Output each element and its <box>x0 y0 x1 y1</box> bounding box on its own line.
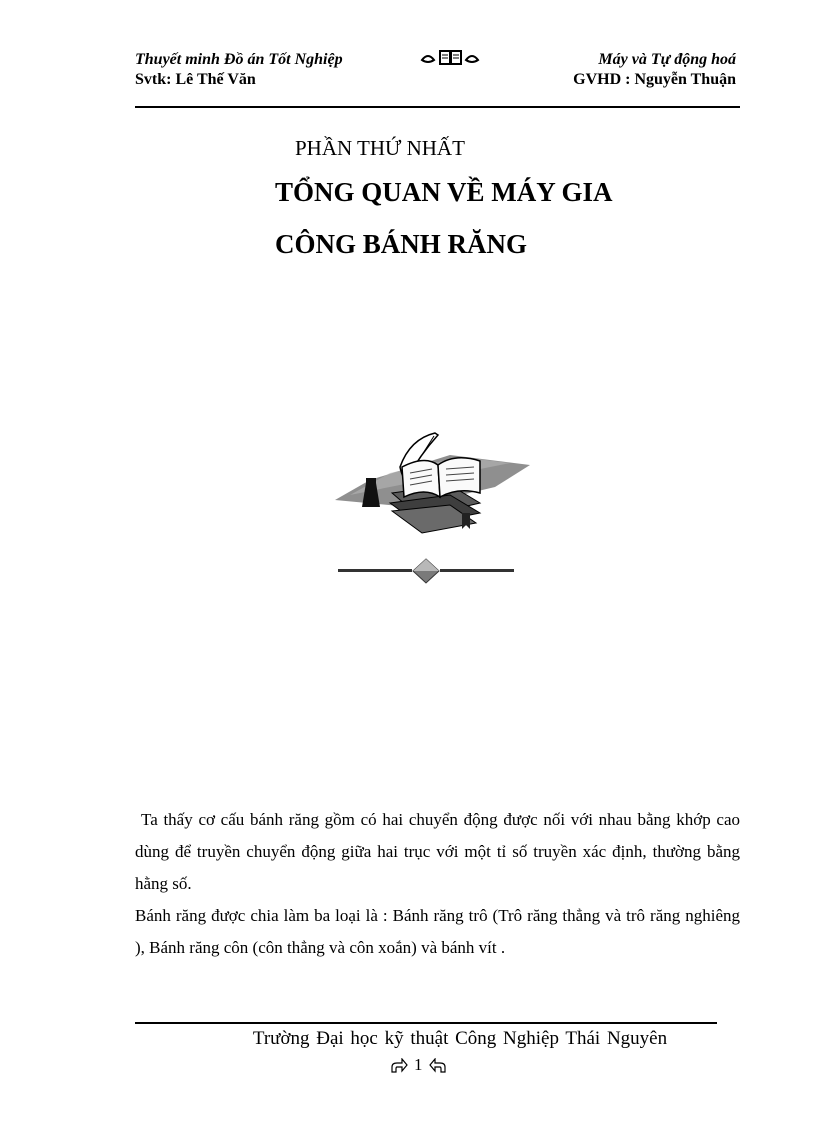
student-name: Svtk: Lê Thế Văn <box>135 71 256 88</box>
quill-and-books-icon <box>330 425 530 537</box>
body-text <box>135 804 740 964</box>
section-title-line-2: CÔNG BÁNH RĂNG <box>275 229 528 259</box>
footer-rule <box>135 1022 717 1024</box>
body-paragraph-1: Ta thấy cơ cấu bánh răng gồm có hai chuyển động được nối với nhau bằng khớp cao dùng để truyền chuyển động giữa hai trục với một tỉ số truyền xác định, thường bằng hằng số. <box>135 810 740 893</box>
section-title-line-1: TỔNG QUAN VỀ MÁY GIA <box>275 177 613 207</box>
diamond-divider <box>338 558 514 584</box>
footer-institution: Trường Đại học kỹ thuật Công Nghiệp Thái Nguyên <box>252 1028 668 1049</box>
part-label: PHẦN THỨ NHẤT <box>295 136 465 160</box>
document-title: Thuyết minh Đồ án Tốt Nghiệp <box>135 51 343 68</box>
body-paragraph-2: Bánh răng được chia làm ba loại là : Bánh răng trô (Trô răng thẳng và trô răng nghiêng ), Bánh răng côn (côn thẳng và côn xoắn) và bánh vít . <box>135 906 740 957</box>
book-ornament-icon <box>420 48 484 74</box>
header-rule <box>135 106 740 108</box>
arrow-right-icon <box>390 1058 408 1074</box>
department-name: Máy và Tự động hoá <box>598 51 736 68</box>
page-number: 1 <box>414 1055 423 1074</box>
page-number-area <box>390 1054 462 1076</box>
arrow-left-icon <box>429 1058 447 1074</box>
advisor-name: GVHD : Nguyễn Thuận <box>573 71 736 88</box>
header-left <box>135 50 343 90</box>
header-right <box>573 50 736 90</box>
